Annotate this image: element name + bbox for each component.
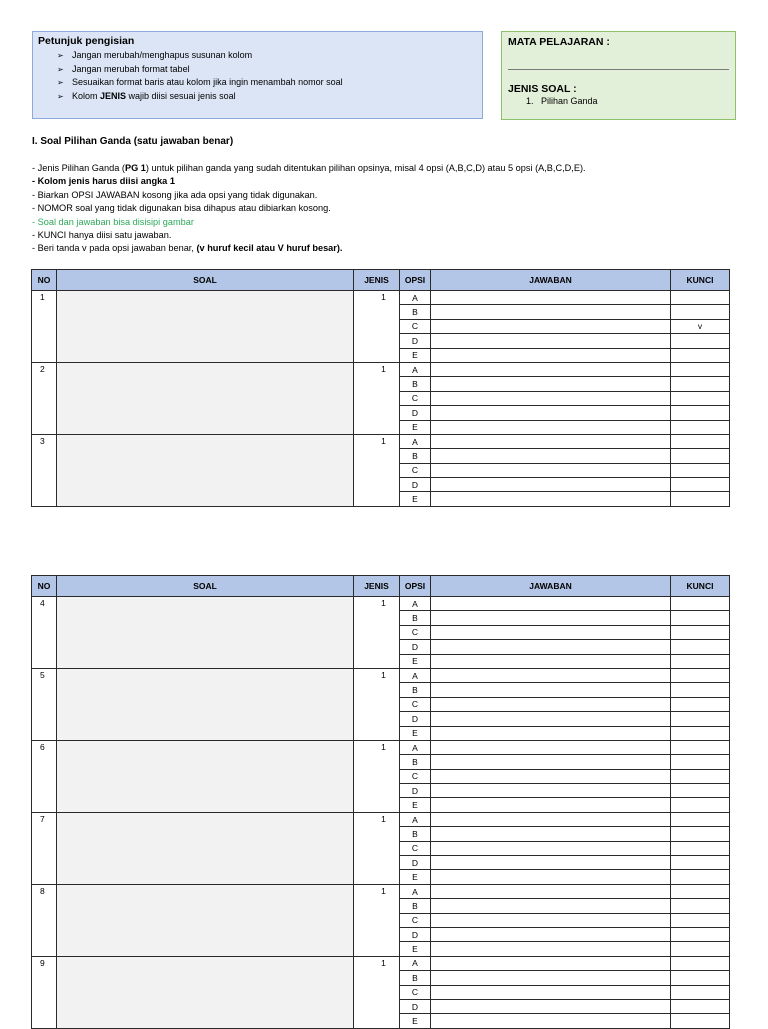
mata-pelajaran-box (501, 31, 736, 120)
question-number: 7 (32, 812, 57, 884)
petunjuk-item-text: Sesuaikan format baris atau kolom jika ingin menambah nomor soal (72, 77, 343, 87)
option-label: D (400, 406, 431, 420)
answer-cell[interactable] (431, 812, 671, 826)
answer-cell[interactable] (431, 899, 671, 913)
petunjuk-list (57, 49, 343, 103)
question-number: 4 (32, 597, 57, 669)
answer-cell[interactable] (431, 956, 671, 970)
answer-cell[interactable] (431, 597, 671, 611)
option-label: E (400, 870, 431, 884)
key-cell[interactable] (671, 478, 730, 492)
header-jenis: JENIS (354, 576, 400, 597)
table-row (32, 956, 730, 970)
answer-cell[interactable] (431, 712, 671, 726)
header-opsi: OPSI (400, 576, 431, 597)
table-body (32, 597, 730, 1029)
jenis-cell[interactable]: 1 (354, 291, 400, 363)
section-title: I. Soal Pilihan Ganda (satu jawaban benar) (32, 136, 234, 147)
key-cell[interactable] (671, 492, 730, 506)
answer-cell[interactable] (431, 334, 671, 348)
answer-cell[interactable] (431, 492, 671, 506)
header-opsi: OPSI (400, 270, 431, 291)
key-cell[interactable] (671, 434, 730, 448)
key-cell[interactable] (671, 927, 730, 941)
jenis-soal-text: Pilihan Ganda (541, 96, 598, 106)
answer-cell[interactable] (431, 291, 671, 305)
instruction-line: - Kolom jenis harus diisi angka 1 (32, 176, 175, 187)
option-label: C (400, 463, 431, 477)
instruction-line (32, 162, 742, 175)
answer-cell[interactable] (431, 611, 671, 625)
instruction-text: - Beri tanda v pada opsi jawaban benar, (32, 243, 197, 254)
petunjuk-item-text: Jangan merubah format tabel (72, 63, 190, 74)
table-header-row (32, 270, 730, 291)
instruction-line: - Soal dan jawaban bisa disisipi gambar (32, 216, 194, 227)
table-body (32, 291, 730, 507)
instruction-bold: (v huruf kecil atau V huruf besar). (196, 243, 343, 254)
key-cell[interactable] (671, 870, 730, 884)
option-label: C (400, 319, 431, 333)
table-row (32, 362, 730, 376)
key-cell[interactable] (671, 291, 730, 305)
answer-cell[interactable] (431, 971, 671, 985)
option-label: E (400, 942, 431, 956)
answer-cell[interactable] (431, 985, 671, 999)
key-cell[interactable]: v (671, 319, 730, 333)
question-number: 2 (32, 362, 57, 434)
table-row (32, 291, 730, 305)
table-row (32, 884, 730, 898)
key-cell[interactable] (671, 913, 730, 927)
option-label: A (400, 740, 431, 754)
jenis-soal-label: JENIS SOAL : (508, 83, 577, 95)
question-number: 8 (32, 884, 57, 956)
answer-cell[interactable] (431, 856, 671, 870)
answer-cell[interactable] (431, 362, 671, 376)
option-label: D (400, 999, 431, 1013)
question-cell[interactable] (57, 956, 354, 1028)
key-cell[interactable] (671, 305, 730, 319)
option-label: A (400, 434, 431, 448)
question-number: 9 (32, 956, 57, 1028)
jenis-cell[interactable]: 1 (354, 956, 400, 1028)
question-table-2 (31, 575, 730, 1029)
question-cell[interactable] (57, 740, 354, 812)
answer-cell[interactable] (431, 434, 671, 448)
option-label: C (400, 697, 431, 711)
key-cell[interactable] (671, 654, 730, 668)
key-cell[interactable] (671, 884, 730, 898)
header-kunci: KUNCI (671, 270, 730, 291)
answer-cell[interactable] (431, 319, 671, 333)
option-label: C (400, 841, 431, 855)
arrow-bullet-icon: ➢ (57, 51, 64, 60)
mata-pelajaran-input-line[interactable] (508, 69, 729, 70)
option-label: D (400, 856, 431, 870)
answer-cell[interactable] (431, 740, 671, 754)
petunjuk-item-text: Jangan merubah/menghapus susunan kolom (72, 50, 253, 60)
header-no: NO (32, 576, 57, 597)
jenis-soal-list (526, 96, 598, 106)
option-label: D (400, 640, 431, 654)
key-cell[interactable] (671, 597, 730, 611)
table-row (32, 597, 730, 611)
key-cell[interactable] (671, 956, 730, 970)
header-soal: SOAL (57, 270, 354, 291)
answer-cell[interactable] (431, 769, 671, 783)
key-cell[interactable] (671, 755, 730, 769)
question-table-1 (31, 269, 730, 507)
key-cell[interactable] (671, 348, 730, 362)
option-label: D (400, 478, 431, 492)
question-cell[interactable] (57, 362, 354, 434)
option-label: B (400, 827, 431, 841)
header-soal: SOAL (57, 576, 354, 597)
answer-cell[interactable] (431, 305, 671, 319)
petunjuk-title: Petunjuk pengisian (38, 35, 135, 47)
key-cell[interactable] (671, 784, 730, 798)
key-cell[interactable] (671, 625, 730, 639)
petunjuk-item (57, 63, 343, 77)
table-row (32, 812, 730, 826)
answer-cell[interactable] (431, 348, 671, 362)
key-cell[interactable] (671, 449, 730, 463)
arrow-bullet-icon: ➢ (57, 64, 64, 74)
option-label: E (400, 492, 431, 506)
key-cell[interactable] (671, 1014, 730, 1028)
petunjuk-item-bold: JENIS (100, 90, 127, 101)
key-cell[interactable] (671, 668, 730, 682)
petunjuk-box (32, 31, 483, 119)
answer-cell[interactable] (431, 640, 671, 654)
option-label: E (400, 420, 431, 434)
answer-cell[interactable] (431, 683, 671, 697)
table-row (32, 668, 730, 682)
answer-cell[interactable] (431, 870, 671, 884)
key-cell[interactable] (671, 463, 730, 477)
option-label: D (400, 784, 431, 798)
answer-cell[interactable] (431, 420, 671, 434)
option-label: D (400, 927, 431, 941)
option-label: A (400, 597, 431, 611)
table-row (32, 740, 730, 754)
key-cell[interactable] (671, 899, 730, 913)
instruction-line: - Biarkan OPSI JAWABAN kosong jika ada opsi yang tidak digunakan. (32, 189, 318, 200)
arrow-bullet-icon: ➢ (57, 78, 64, 87)
key-cell[interactable] (671, 406, 730, 420)
answer-cell[interactable] (431, 478, 671, 492)
option-label: A (400, 668, 431, 682)
option-label: B (400, 305, 431, 319)
key-cell[interactable] (671, 640, 730, 654)
answer-cell[interactable] (431, 841, 671, 855)
question-cell[interactable] (57, 597, 354, 669)
instruction-text: - Jenis Pilihan Ganda ( (32, 163, 125, 173)
answer-cell[interactable] (431, 668, 671, 682)
option-label: B (400, 683, 431, 697)
instructions (32, 162, 742, 256)
answer-cell[interactable] (431, 798, 671, 812)
table-row (32, 434, 730, 448)
jenis-cell[interactable]: 1 (354, 884, 400, 956)
option-label: C (400, 913, 431, 927)
jenis-cell[interactable]: 1 (354, 668, 400, 740)
option-label: C (400, 769, 431, 783)
key-cell[interactable] (671, 726, 730, 740)
header-jawaban: JAWABAN (431, 576, 671, 597)
option-label: B (400, 899, 431, 913)
answer-cell[interactable] (431, 999, 671, 1013)
question-number: 6 (32, 740, 57, 812)
header-jawaban: JAWABAN (431, 270, 671, 291)
option-label: E (400, 726, 431, 740)
question-cell[interactable] (57, 812, 354, 884)
key-cell[interactable] (671, 942, 730, 956)
key-cell[interactable] (671, 740, 730, 754)
answer-cell[interactable] (431, 697, 671, 711)
key-cell[interactable] (671, 999, 730, 1013)
option-label: B (400, 377, 431, 391)
key-cell[interactable] (671, 841, 730, 855)
petunjuk-item-text: Kolom (72, 90, 101, 101)
answer-cell[interactable] (431, 927, 671, 941)
question-cell[interactable] (57, 668, 354, 740)
header-jenis: JENIS (354, 270, 400, 291)
option-label: E (400, 798, 431, 812)
answer-cell[interactable] (431, 827, 671, 841)
question-cell[interactable] (57, 291, 354, 363)
key-cell[interactable] (671, 683, 730, 697)
option-label: A (400, 884, 431, 898)
key-cell[interactable] (671, 611, 730, 625)
jenis-cell[interactable]: 1 (354, 740, 400, 812)
instruction-bold: PG 1 (124, 163, 146, 173)
key-cell[interactable] (671, 971, 730, 985)
option-label: A (400, 812, 431, 826)
option-label: B (400, 449, 431, 463)
instruction-text: ) untuk pilihan ganda yang sudah ditentukan pilihan opsinya, misal 4 opsi (A,B,C,D) atau 5 opsi (A,B,C,D,E). (145, 163, 586, 173)
table-header-row (32, 576, 730, 597)
petunjuk-item (57, 76, 343, 90)
answer-cell[interactable] (431, 654, 671, 668)
question-number: 5 (32, 668, 57, 740)
answer-cell[interactable] (431, 726, 671, 740)
mata-pelajaran-label: MATA PELAJARAN : (508, 36, 610, 48)
answer-cell[interactable] (431, 625, 671, 639)
answer-cell[interactable] (431, 391, 671, 405)
answer-cell[interactable] (431, 884, 671, 898)
option-label: C (400, 625, 431, 639)
answer-cell[interactable] (431, 377, 671, 391)
key-cell[interactable] (671, 712, 730, 726)
header-kunci: KUNCI (671, 576, 730, 597)
header-no: NO (32, 270, 57, 291)
jenis-soal-item (526, 96, 598, 106)
question-number: 1 (32, 291, 57, 363)
jenis-cell[interactable]: 1 (354, 362, 400, 434)
key-cell[interactable] (671, 391, 730, 405)
petunjuk-item (57, 49, 343, 63)
option-label: D (400, 712, 431, 726)
answer-cell[interactable] (431, 463, 671, 477)
question-cell[interactable] (57, 434, 354, 506)
option-label: E (400, 654, 431, 668)
option-label: B (400, 755, 431, 769)
key-cell[interactable] (671, 827, 730, 841)
jenis-cell[interactable]: 1 (354, 434, 400, 506)
answer-cell[interactable] (431, 449, 671, 463)
answer-cell[interactable] (431, 784, 671, 798)
petunjuk-item (57, 90, 343, 104)
instruction-line: - NOMOR soal yang tidak digunakan bisa dihapus atau dibiarkan kosong. (32, 203, 331, 214)
jenis-cell[interactable]: 1 (354, 812, 400, 884)
option-label: D (400, 334, 431, 348)
answer-cell[interactable] (431, 406, 671, 420)
jenis-soal-num: 1. (526, 96, 534, 106)
answer-cell[interactable] (431, 913, 671, 927)
option-label: E (400, 1014, 431, 1028)
key-cell[interactable] (671, 798, 730, 812)
option-label: B (400, 971, 431, 985)
key-cell[interactable] (671, 362, 730, 376)
answer-cell[interactable] (431, 1014, 671, 1028)
option-label: B (400, 611, 431, 625)
key-cell[interactable] (671, 812, 730, 826)
option-label: A (400, 956, 431, 970)
arrow-bullet-icon: ➢ (57, 91, 64, 101)
key-cell[interactable] (671, 697, 730, 711)
key-cell[interactable] (671, 377, 730, 391)
question-cell[interactable] (57, 884, 354, 956)
key-cell[interactable] (671, 985, 730, 999)
option-label: A (400, 362, 431, 376)
key-cell[interactable] (671, 856, 730, 870)
petunjuk-item-text: wajib diisi sesuai jenis soal (126, 90, 236, 101)
option-label: C (400, 985, 431, 999)
instruction-line (32, 242, 742, 255)
key-cell[interactable] (671, 334, 730, 348)
option-label: E (400, 348, 431, 362)
option-label: C (400, 391, 431, 405)
option-label: A (400, 291, 431, 305)
answer-cell[interactable] (431, 755, 671, 769)
instruction-line: - KUNCI hanya diisi satu jawaban. (32, 230, 172, 241)
jenis-cell[interactable]: 1 (354, 597, 400, 669)
question-number: 3 (32, 434, 57, 506)
key-cell[interactable] (671, 769, 730, 783)
key-cell[interactable] (671, 420, 730, 434)
answer-cell[interactable] (431, 942, 671, 956)
